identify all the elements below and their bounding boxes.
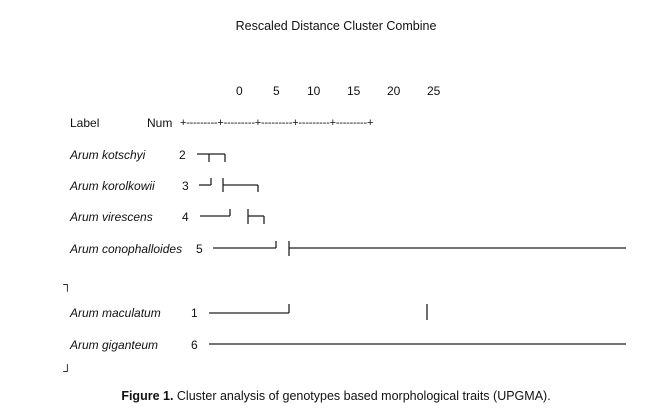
label-column-header: Label (70, 116, 100, 130)
row-num-maculatum: 1 (191, 306, 198, 320)
caption-text: Cluster analysis of genotypes based morphological traits (UPGMA). (173, 389, 551, 403)
scale-tick-10: 10 (307, 84, 321, 98)
row-label-giganteum: Arum giganteum (70, 338, 159, 352)
scale-tick-20: 20 (387, 84, 401, 98)
dendrogram-title: Rescaled Distance Cluster Combine (235, 19, 437, 33)
scale-tick-0: 0 (236, 84, 243, 98)
row-label-maculatum: Arum maculatum (70, 306, 161, 320)
scale-tick-5: 5 (273, 84, 280, 98)
stray-mark-top: ┐ (63, 277, 72, 291)
scale-ruler: +---------+---------+---------+---------+---------+ (180, 117, 374, 129)
row-num-kotschyi: 2 (179, 148, 186, 162)
row-num-korolkowii: 3 (182, 179, 189, 193)
scale-tick-25: 25 (427, 84, 441, 98)
row-num-virescens: 4 (182, 210, 189, 224)
scale-tick-15: 15 (347, 84, 361, 98)
caption-prefix: Figure 1. (121, 389, 174, 403)
row-label-virescens: Arum virescens (70, 210, 153, 224)
row-label-conophalloides: Arum conophalloides (70, 242, 183, 256)
num-column-header: Num (147, 116, 173, 130)
row-label-kotschyi: Arum kotschyi (70, 148, 146, 162)
stray-mark-bottom: ┘ (63, 364, 72, 378)
row-num-giganteum: 6 (191, 338, 198, 352)
figure-caption (0, 389, 672, 403)
row-num-conophalloides: 5 (196, 242, 203, 256)
row-label-korolkowii: Arum korolkowii (70, 179, 155, 193)
